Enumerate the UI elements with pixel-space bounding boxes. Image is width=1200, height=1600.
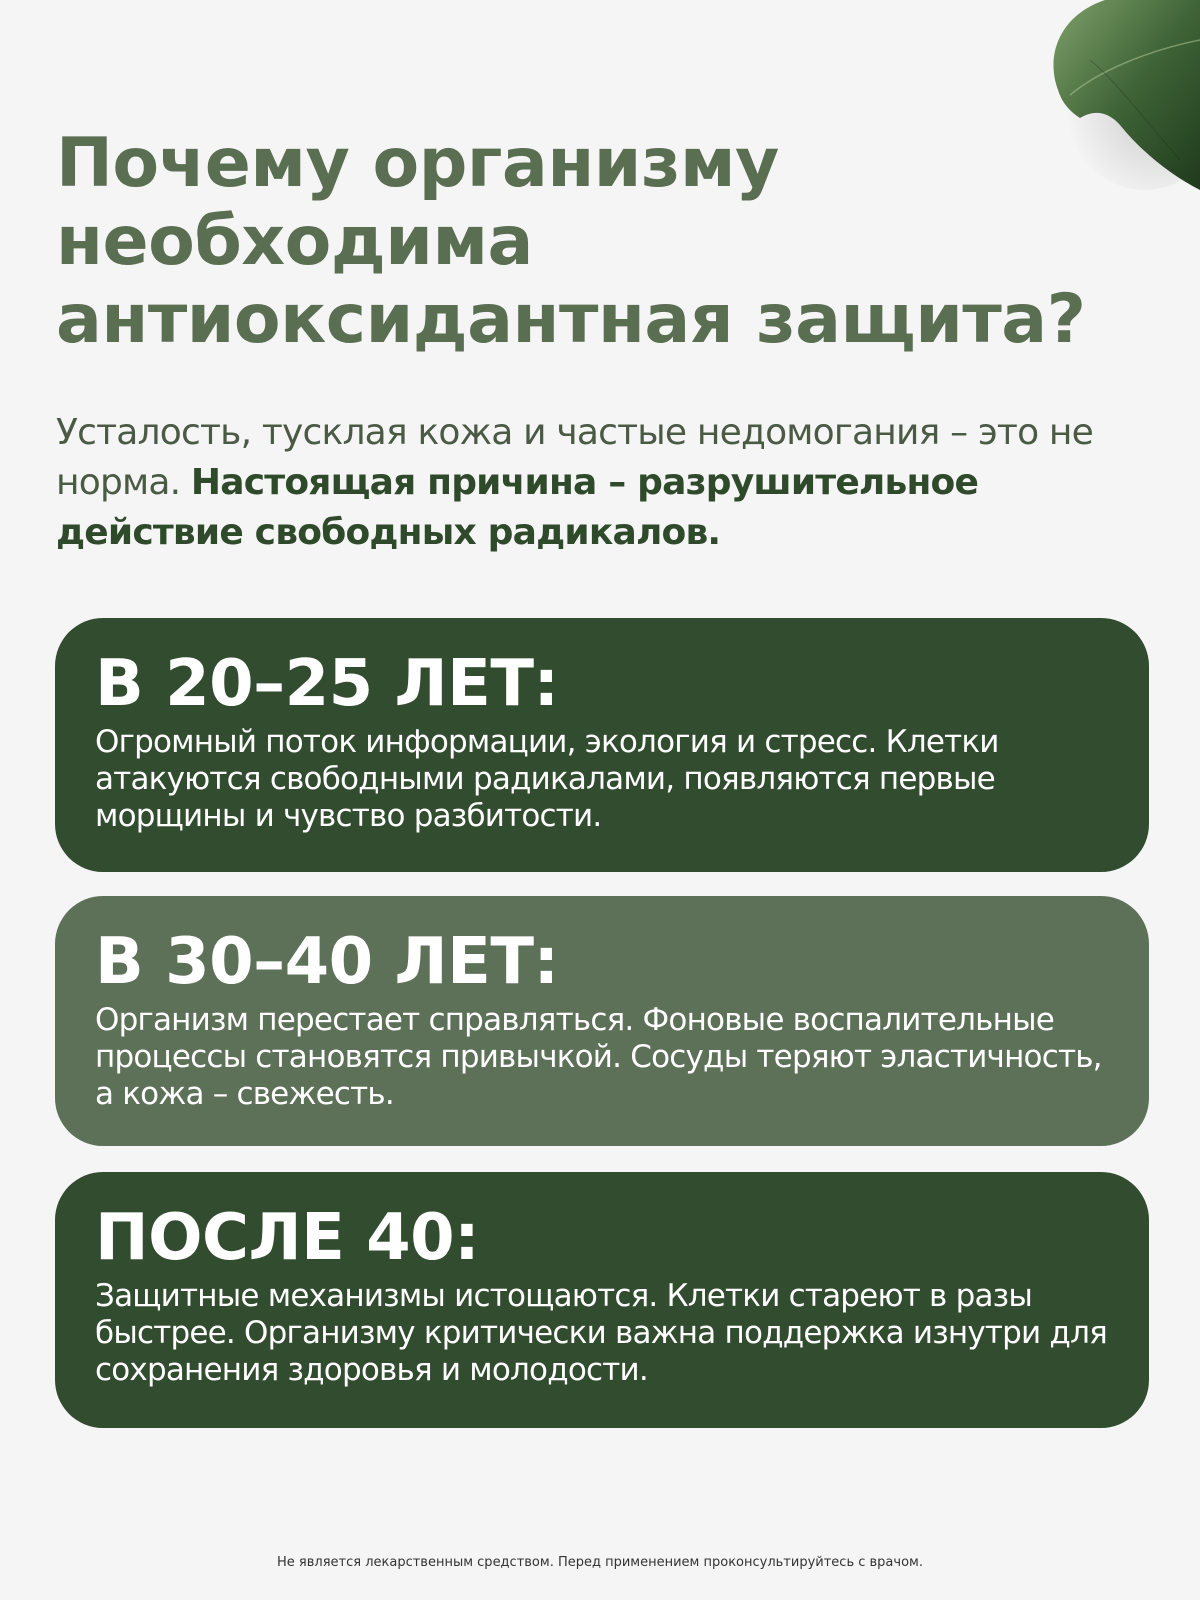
title-line-3: антиоксидантная защита? — [56, 280, 1086, 359]
age-card-30-40 — [55, 896, 1149, 1146]
intro-bold-text: Настоящая причина – разрушительное действие свободных радикалов. — [56, 462, 979, 553]
age-card-text: Организм перестает справляться. Фоновые воспалительные процессы становятся привычкой. Сосуды теряют эластичность, а кожа – свежесть. — [95, 1002, 1102, 1112]
age-card-after-40 — [55, 1172, 1149, 1428]
age-card-heading: В 30–40 ЛЕТ: — [95, 925, 559, 999]
age-card-heading: В 20–25 ЛЕТ: — [95, 647, 559, 721]
age-card-text: Огромный поток информации, экология и стресс. Клетки атакуются свободными радикалами, появляются первые морщины и чувство разбитости. — [95, 724, 999, 834]
title-line-1: Почему организму — [56, 124, 779, 203]
age-card-20-25 — [55, 618, 1149, 872]
age-card-heading: ПОСЛЕ 40: — [95, 1201, 480, 1275]
page-title — [56, 125, 1156, 359]
disclaimer-footnote: Не является лекарственным средством. Перед применением проконсультируйтесь с врачом. — [277, 1555, 923, 1570]
age-card-text: Защитные механизмы истощаются. Клетки стареют в разы быстрее. Организму критически важна поддержка изнутри для сохранения здоровья и молодости. — [95, 1278, 1107, 1388]
intro-regular-text: Усталость, тусклая кожа и частые недомогания – это не норма. — [56, 412, 1094, 503]
title-line-2: необходима — [56, 202, 533, 281]
intro-paragraph — [56, 408, 1166, 558]
